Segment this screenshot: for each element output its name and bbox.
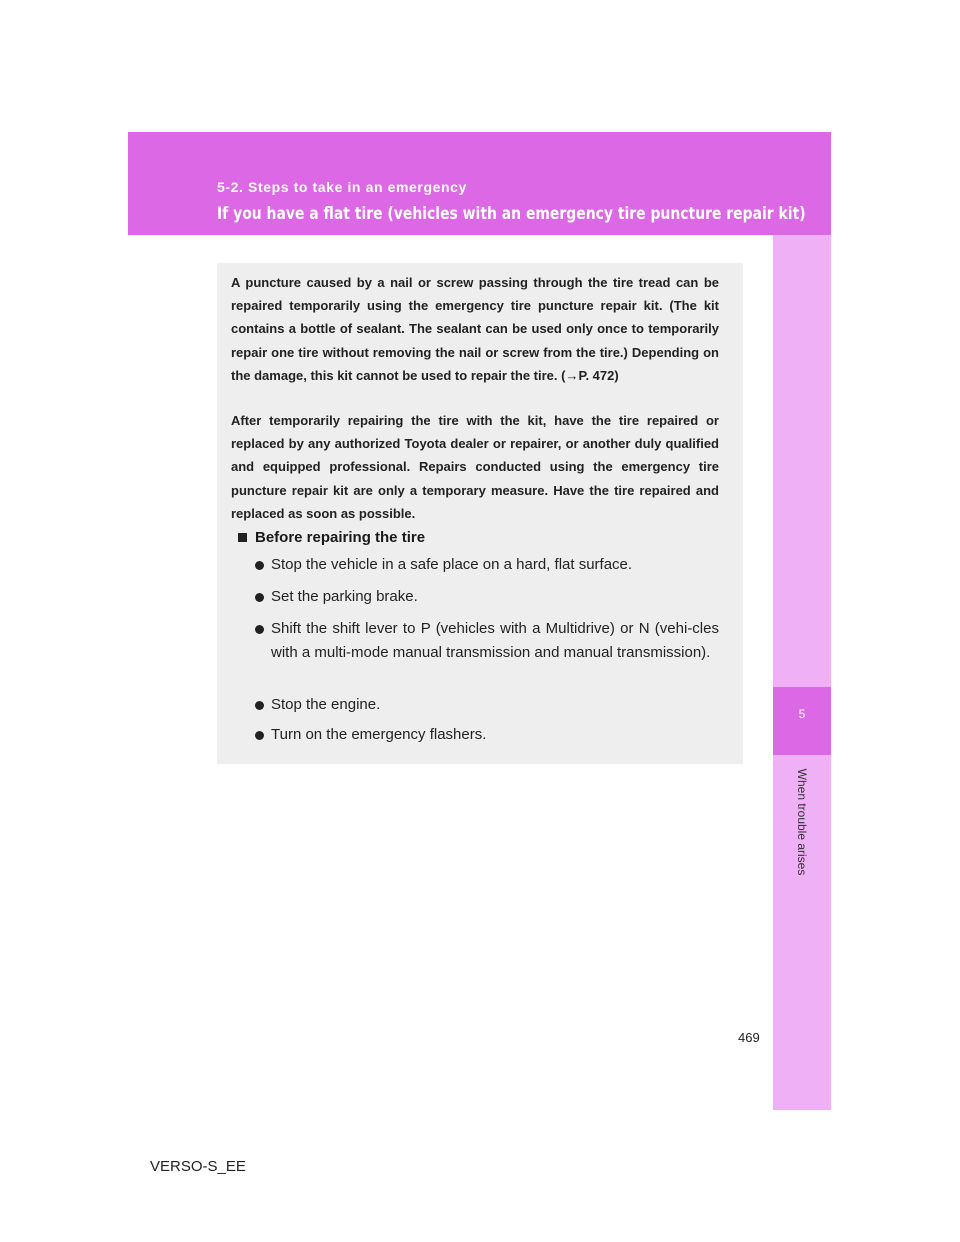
list-item [255,723,719,747]
list-item [255,617,719,665]
bullet-icon [255,625,264,634]
list-item-text: Shift the shift lever to P (vehicles with a Multidrive) or N (vehi-cles with a multi-mode manual transmission and manual transmission). [271,620,719,661]
content-box [217,263,743,764]
list-item-text: Set the parking brake. [271,588,418,605]
list-item-text: Turn on the emergency flashers. [271,726,487,743]
chapter-label: When trouble arises [795,768,809,876]
chapter-side-tab [773,235,831,1110]
intro-paragraph: After temporarily repairing the tire with the kit, have the tire repaired or replaced by any authorized Toyota dealer or repairer, or another duly qualified and equipped professional. Repairs conducted using the emergency tire puncture repair kit are only a temporary measure. Have the tire repaired and replaced as soon as possible. [231,413,719,521]
bullet-icon [255,593,264,602]
list-item [255,585,719,609]
bullet-icon [255,731,264,740]
footer-code: VERSO-S_EE [150,1158,246,1175]
bullet-icon [255,701,264,710]
bullet-icon [255,561,264,570]
list-item [255,693,719,717]
subheading [238,529,425,546]
square-bullet-icon [238,533,247,542]
page-header [128,132,831,235]
list-item-text: Stop the engine. [271,696,381,713]
list-item-text: Stop the vehicle in a safe place on a hard, flat surface. [271,556,633,573]
page-number: 469 [738,1030,760,1045]
subheading-text: Before repairing the tire [255,529,426,546]
intro-paragraph: A puncture caused by a nail or screw passing through the tire tread can be repaired temporarily using the emergency tire puncture repair kit. (The kit contains a bottle of sealant. The sealant can be used only once to temporarily repair one tire without removing the nail or screw from the tire.) Depending on the damage, this kit cannot be used to repair the tire. (→P. 472) [231,275,719,383]
page-title: If you have a flat tire (vehicles with an emergency tire puncture repair kit) [217,204,806,224]
list-item [255,553,719,577]
section-label: 5-2. Steps to take in an emergency [217,179,467,195]
chapter-number: 5 [773,687,831,755]
